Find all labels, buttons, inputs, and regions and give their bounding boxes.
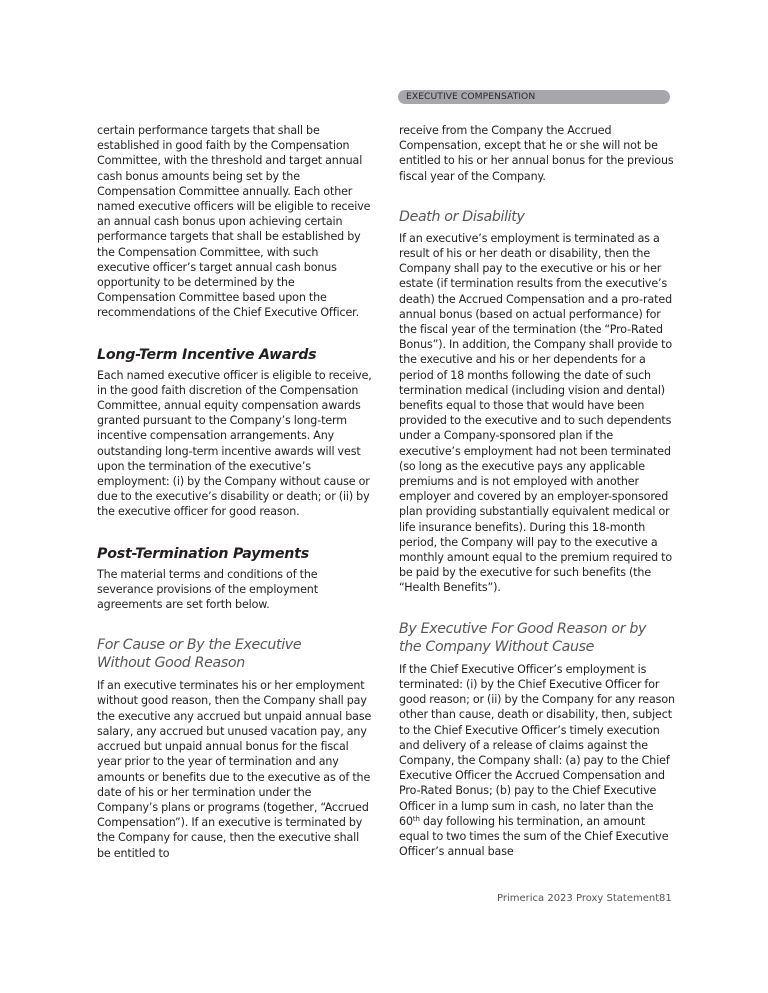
section-header-bar (398, 90, 670, 104)
ptp-heading: Post-Termination Payments (97, 545, 309, 562)
good-reason-paragraph (399, 662, 675, 860)
ordinal-superscript: th (412, 814, 420, 823)
good-reason-text-part2: day following his termination, an amount equal to two times the sum of the Chief Executive Officer’s annual base (399, 814, 669, 859)
good-reason-heading: By Executive For Good Reason or by the Company Without Cause (399, 620, 647, 655)
ltia-paragraph: Each named executive officer is eligible to receive, in the good faith discretion of the Compensation Committee, annual equity compensation awards granted pursuant to the Company’s long-term incentive compensation arrangements. Any outstanding long-term incentive awards will vest upon the termination of the executive’s employment: (i) by the Company without cause or due to the executive’s disability or death; or (ii) by the executive officer for good reason. (97, 368, 372, 519)
footer-publication: Primerica 2023 Proxy Statement (497, 893, 660, 904)
continued-paragraph: receive from the Company the Accrued Compensation, except that he or she will not be entitled to his or her annual bonus for the previous fiscal year of the Company. (399, 124, 674, 183)
section-label: EXECUTIVE COMPENSATION (406, 91, 536, 102)
good-reason-text-part1: If the Chief Executive Officer’s employment is terminated: (i) by the Chief Executive Officer for good reason; or (ii) by the Company for any reason other than cause, death or disability, then, subject to the Chief Executive Officer’s timely execution and delivery of a release of claims against the Company, the Company shall: (a) pay to the Chief Executive Officer the Accrued Compensation and Pro-Rated Bonus; (b) pay to the Chief Executive Officer in a lump sum in cash, no later than the 60 (399, 662, 675, 828)
death-disability-heading: Death or Disability (399, 208, 525, 225)
page-number: 81 (659, 893, 672, 904)
intro-paragraph: certain performance targets that shall be established in good faith by the Compensation Committee, with the threshold and target annual cash bonus amounts being set by the Compensation Committee annually. Each other named executive officers will be eligible to receive an annual cash bonus upon achieving certain performance targets that shall be established by the Compensation Committee, with such executive officer’s target annual cash bonus opportunity to be determined by the Compensation Committee based upon the recommendations of the Chief Executive Officer. (97, 124, 371, 320)
death-disability-paragraph: If an executive’s employment is terminated as a result of his or her death or disability, then the Company shall pay to the executive or his or her estate (if termination results from the executive’s death) the Accrued Compensation and a pro-rated annual bonus (based on actual performance) for the fiscal year of the termination (the “Pro-Rated Bonus”). In addition, the Company shall provide to the executive and his or her dependents for a period of 18 months following the date of such termination medical (including vision and dental) benefits equal to those that would have been provided to the executive and to such dependents under a Company-sponsored plan if the executive’s employment had not been terminated (so long as the executive pays any applicable premiums and is not employed with another employer and covered by an employer-sponsored plan providing substantially equivalent medical or life insurance benefits). During this 18-month period, the Company will pay to the executive a monthly amount equal to the premium required to be paid by the executive for such benefits (the “Health Benefits”). (399, 231, 673, 595)
for-cause-paragraph: If an executive terminates his or her employment without good reason, then the Company shall pay the executive any accrued but unpaid annual base salary, any accrued but unused vacation pay, any accrued but unpaid annual bonus for the fiscal year prior to the year of termination and any amounts or benefits due to the executive as of the date of his or her termination under the Company’s plans or programs (together, “Accrued Compensation”). If an executive is terminated by the Company for cause, then the executive shall be entitled to (97, 679, 372, 860)
right-column (399, 123, 675, 859)
ltia-heading: Long-Term Incentive Awards (97, 346, 317, 363)
for-cause-heading: For Cause or By the Executive Without Good Reason (97, 637, 302, 672)
ptp-paragraph: The material terms and conditions of the severance provisions of the employment agreements are set forth below. (97, 567, 318, 612)
left-column (97, 123, 373, 861)
